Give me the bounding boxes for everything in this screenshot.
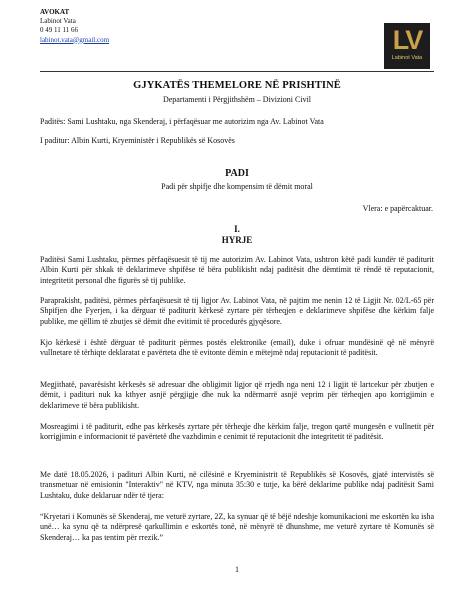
court-title: GJYKATËS THEMELORE NË PRISHTINË (133, 80, 341, 91)
paragraph-3: Kjo kërkesë i është dërguar të paditurit përmes postës elektronike (email), duke i ofruar mundësinë që në mënyrë vullnetare të tërhiqte deklaratat e pavërteta dhe të evitonte dëmin e mëtejmë ndaj reputacionit të paditësit. (40, 338, 434, 358)
document-subtitle: Padi për shpifje dhe kompensim të dëmit moral (161, 182, 313, 191)
paragraph-6: Me datë 18.05.2026, i padituri Albin Kurti, në cilësinë e Kryeministrit të Republikës së Kosovës, gjatë intervistës së transmetuar në emisionin "Interaktiv" në KTV, nga minuta 35:30 e tutje, ka bërë deklarime publike ndaj paditësit Sami Lushtaku, duke deklaruar ndër të tjera: (40, 470, 434, 500)
court-department: Departamenti i Përgjithshëm – Divizioni Civil (162, 95, 312, 104)
claim-value: Vlera: e papërcaktuar. (362, 204, 433, 213)
logo-monogram: LV (392, 25, 422, 55)
law-office-logo (384, 23, 430, 69)
logo-text: Labinot Vata (391, 55, 423, 61)
paragraph-1: Paditësi Sami Lushtaku, përmes përfaqësuesit të tij me autorizim Av. Labinot Vata, ushtron këtë padi kundër të paditurit Albin Kurti për shkak të deklarimeve shpifëse të bëra publikisht ndaj paditësit dhe dëmtimit të rëndë të reputacionit, integritetit personal dhe figurës së tij publike. (40, 255, 434, 285)
lawyer-letterhead (40, 8, 109, 45)
page-number: 1 (235, 565, 239, 574)
section-title: HYRJE (221, 235, 253, 245)
header-divider (40, 71, 434, 72)
lawyer-role: AVOKAT (40, 8, 70, 16)
defendant-line: I paditur: Albin Kurti, Kryeministër i Republikës së Kosovës (40, 136, 235, 145)
plaintiff-line: Paditës: Sami Lushtaku, nga Skenderaj, i përfaqësuar me autorizim nga Av. Labinot Vata (40, 117, 324, 126)
lawyer-email-link[interactable]: labinot.vata@gmail.com (40, 35, 110, 44)
lawyer-name: Labinot Vata (40, 17, 76, 26)
quote-paragraph: “Kryetari i Komunës së Skenderaj, me veturë zyrtare, 2Z, ka synuar që të bëjë ndeshje komunikacioni me eskortën ku isha unë… ka synu që ta ndërpresë qarkullimin e eskortës tonë, në mënyrë të dhunshme, me veturë zyrtare të Komunës së Skenderaj… ka pas tentim për rrezik.” (40, 512, 434, 542)
lawyer-phone: 0 49 11 11 66 (40, 26, 78, 35)
section-number: I. (234, 224, 240, 234)
paragraph-5: Mosreagimi i të paditurit, edhe pas kërkesës zyrtare për tërheqje dhe kërkim falje, tregon qartë mungesën e vullnetit për korrigjimin e informacionit të pavërtetë dhe vazhdimin e cenimit të reputacionit dhe integritetit të paditësit. (40, 422, 434, 442)
paragraph-4: Megjithatë, pavarësisht kërkesës së adresuar dhe obligimit ligjor që rrjedh nga neni 12 i ligjit të lartcekur për zbutjen e dëmit, i padituri nuk ka kthyer asnjë përgjigje dhe nuk ka ndërmarrë asnjë veprim për tërheqjen apo korrigjimin e deklarimeve të bëra publikisht. (40, 380, 434, 410)
document-title: PADI (225, 168, 249, 179)
paragraph-2: Paraprakisht, paditësi, përmes përfaqësuesit të tij ligjor Av. Labinot Vata, në pajtim me nenin 12 të Ligjit Nr. 02/L-65 për Shpifjen dhe Fyerjen, i ka dërguar të paditurit kërkesë zyrtare për tërheqjen e deklarimeve shpifëse dhe kërkim falje publike, me qëllim të zbutjes së dëmit dhe evitimit të procedurës gjyqësore. (40, 296, 434, 326)
